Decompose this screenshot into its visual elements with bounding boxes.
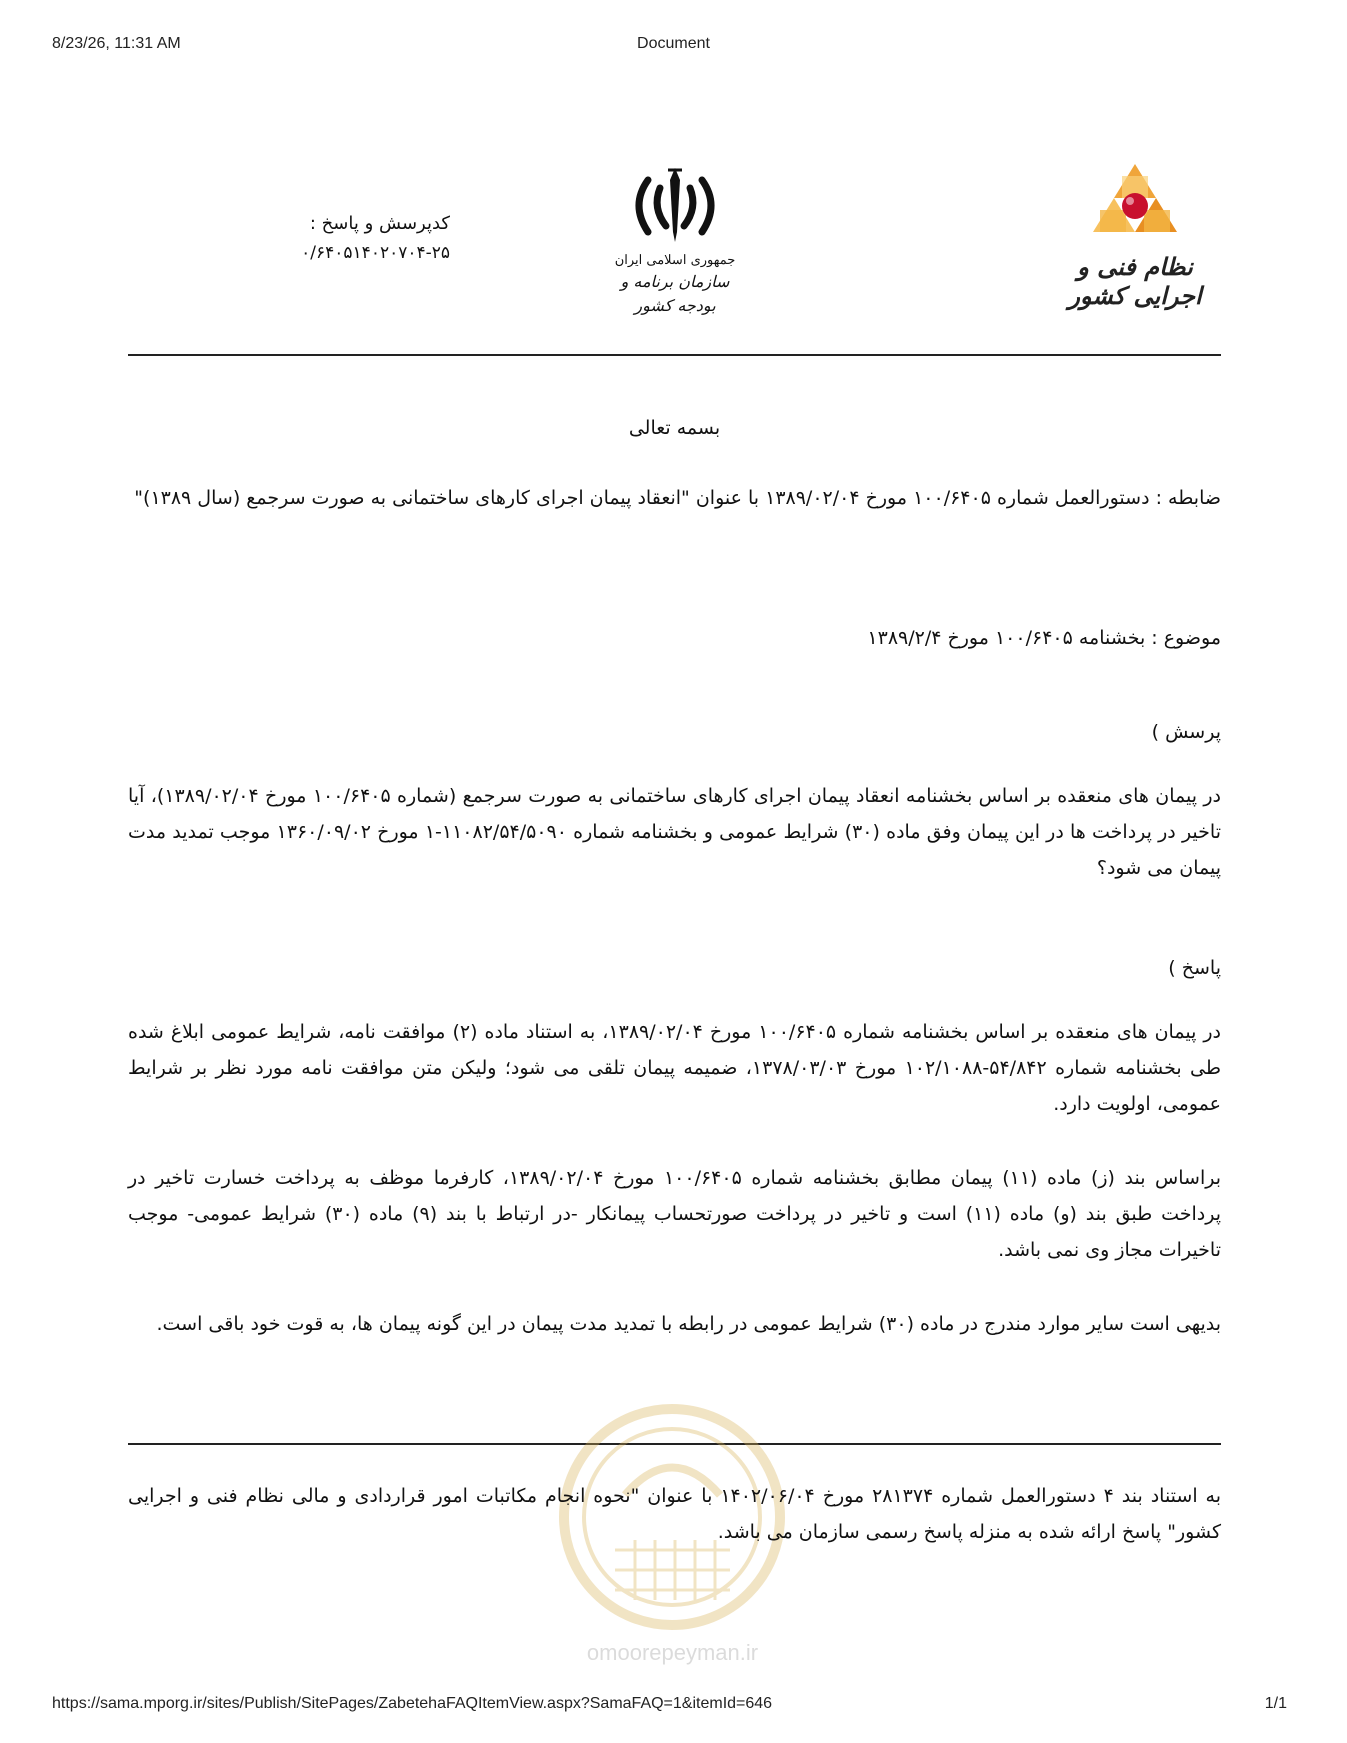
zabeteh-line [128,480,1221,516]
question-heading [128,714,1221,750]
answer-paragraph-1 [128,1014,1221,1122]
print-page-number: 1/1 [1264,1695,1287,1712]
answer-p1-text: در پیمان های منعقده بر اساس بخشنامه شماره ۱۰۰/۶۴۰۵ مورخ ۱۳۸۹/۰۲/۰۴، به استناد ماده (۲) موافقت نامه، شرایط عمومی ابلاغ شده طی بخشنامه شماره ۵۴/۸۴۲-۱۰۲/۱۰۸۸ مورخ ۱۳۷۸/۰۳/۰۳، ضمیمه پیمان تلقی می شود؛ ولیکن متن موافقت نامه مورد نظر بر شرایط عمومی، اولویت دارد. [128,1021,1221,1115]
subject-text: موضوع : بخشنامه ۱۰۰/۶۴۰۵ مورخ ۱۳۸۹/۲/۴ [867,627,1221,649]
watermark-text: omoorepeyman.ir [586,1640,759,1665]
zabeteh-text: ضابطه : دستورالعمل شماره ۱۰۰/۶۴۰۵ مورخ ۱۳۸۹/۰۲/۰۴ با عنوان "انعقاد پیمان اجرای کارهای ساختمانی به صورت سرجمع (سال ۱۳۸۹)" [134,487,1221,509]
answer-paragraph-3 [128,1306,1221,1342]
emblem-caption-line2: سازمان برنامه و بودجه کشور [620,272,730,315]
answer-paragraph-2 [128,1160,1221,1268]
answer-p2-text: براساس بند (ز) ماده (۱۱) پیمان مطابق بخشنامه شماره ۱۰۰/۶۴۰۵ مورخ ۱۳۸۹/۰۲/۰۴، کارفرما موظف به پرداخت خسارت تاخیر در پرداخت طبق بند (و) ماده (۱۱) است و تاخیر در پرداخت صورتحساب پیمانکار -در ارتباط با بند (۹) ماده (۳۰) شرایط عمومی- موجب تاخیرات مجاز وی نمی باشد. [128,1167,1222,1261]
emblem-caption [600,252,750,318]
subject-line [128,620,1221,656]
footer-note [128,1478,1221,1550]
print-title: Document [637,35,710,52]
print-url: https://sama.mporg.ir/sites/Publish/SitePages/ZabetehaFAQItemView.aspx?SamaFAQ=1&itemId=646 [52,1695,773,1712]
print-footer [0,1695,1347,1715]
question-paragraph [128,778,1221,886]
qa-code-value: ۰/۶۴۰۵۱۴۰۲۰۷۰۴-۲۵ [301,243,450,263]
header-divider [128,354,1221,356]
bismillah: بسمه تعالی [628,417,721,439]
letterhead [0,150,1347,320]
answer-heading-text: پاسخ ) [1168,957,1221,979]
technical-system-logo-icon [1060,160,1210,310]
question-heading-text: پرسش ) [1151,721,1221,743]
question-text: در پیمان های منعقده بر اساس بخشنامه انعقاد پیمان اجرای کارهای ساختمانی به صورت سرجمع (شماره ۱۰۰/۶۴۰۵ مورخ ۱۳۸۹/۰۲/۰۴)، آیا تاخیر در پرداخت ها در این پیمان وفق ماده (۳۰) شرایط عمومی و بخشنامه شماره ۱۱۰۸۲/۵۴/۵۰۹۰-۱ مورخ ۱۳۶۰/۰۹/۰۲ موجب تمدید مدت پیمان می شود؟ [128,785,1221,879]
print-header [0,35,1347,55]
footer-note-text: به استناد بند ۴ دستورالعمل شماره ۲۸۱۳۷۴ مورخ ۱۴۰۲/۰۶/۰۴ با عنوان "نحوه انجام مکاتبات امور قراردادی و مالی نظام فنی و اجرایی کشور" پاسخ ارائه شده به منزله پاسخ رسمی سازمان می باشد. [128,1485,1222,1543]
print-datetime: 8/23/26, 11:31 AM [52,35,181,52]
answer-heading [128,950,1221,986]
answer-p3-text: بدیهی است سایر موارد مندرج در ماده (۳۰) شرایط عمومی در رابطه با تمدید مدت پیمان در این گونه پیمان ها، به قوت خود باقی است. [156,1313,1221,1335]
qa-code-block [180,210,450,268]
qa-code-label: کدپرسش و پاسخ : [309,213,450,234]
emblem-caption-line1: جمهوری اسلامی ایران [614,253,736,268]
iran-emblem-icon [600,160,750,315]
logo-text: نظام فنی و اجرایی کشور [1068,252,1202,310]
